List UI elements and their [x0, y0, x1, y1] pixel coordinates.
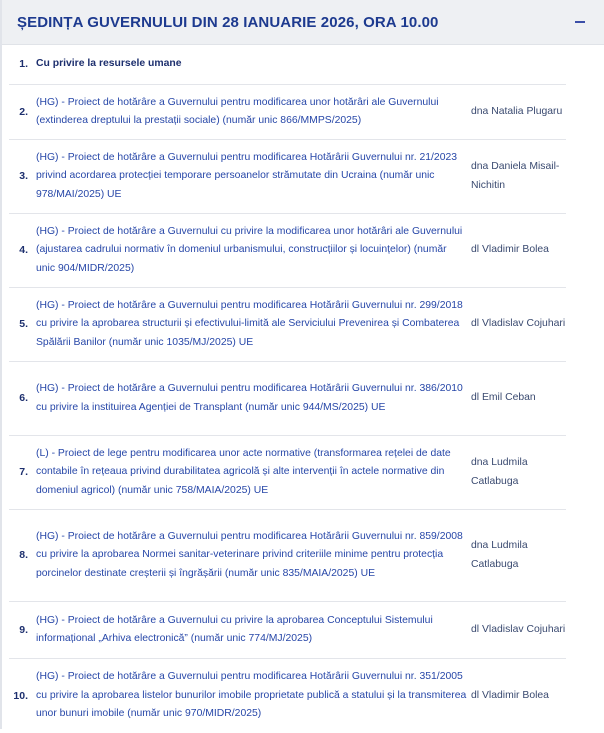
minus-icon[interactable]: [570, 12, 590, 32]
item-description: Cu privire la resursele umane: [36, 58, 182, 70]
item-number: 7.: [19, 466, 28, 479]
item-number: 6.: [19, 392, 28, 405]
item-responsible: dna Daniela Misail-Nichitin: [471, 161, 560, 191]
item-number: 10.: [13, 689, 28, 702]
item-description[interactable]: (HG) - Proiect de hotărâre a Guvernului pentru modificarea Hotărârii Guvernului nr. 859/2008 cu privire la aprobarea Normei sanitar-veterinare privind criteriile minime pentru protecția porcinelor destinate creșterii și îngrășării (număr unic 835/MAIA/2025) UE: [36, 530, 463, 579]
item-number: 2.: [19, 105, 28, 118]
item-responsible: dl Vladislav Cojuhari: [471, 623, 566, 635]
item-description[interactable]: (HG) - Proiect de hotărâre a Guvernului pentru modificarea Hotărârii Guvernului nr. 386/2010 cu privire la instituirea Agenției de Transplant (număr unic 944/MS/2025) UE: [36, 383, 463, 413]
agenda-item-3[interactable]: [9, 140, 566, 214]
item-number: 9.: [19, 623, 28, 636]
item-responsible: dl Vladimir Bolea: [471, 689, 549, 701]
session-title: ȘEDINȚA GUVERNULUI DIN 28 IANUARIE 2026, ORA 10.00: [17, 13, 439, 31]
agenda-item-6[interactable]: [9, 362, 566, 436]
item-responsible: dna Natalia Plugaru: [471, 105, 563, 117]
agenda-item-2[interactable]: [9, 85, 566, 140]
agenda-list: [0, 45, 604, 733]
item-description[interactable]: (HG) - Proiect de hotărâre a Guvernului pentru modificarea unor hotărâri ale Guvernului (extinderea dreptului la prestații sociale) (număr unic 866/MMPS/2025): [36, 96, 439, 126]
item-number: 1.: [19, 58, 28, 71]
item-responsible: dl Emil Ceban: [471, 392, 536, 404]
agenda-item-10[interactable]: [9, 659, 566, 733]
item-description[interactable]: (HG) - Proiect de hotărâre a Guvernului cu privire la modificarea unor hotărâri ale Guvernului (ajustarea cadrului normativ în domeniul urbanismului, construcțiilor și locuințelor) (număr unic 904/MIDR/2025): [36, 225, 463, 274]
item-description[interactable]: (HG) - Proiect de hotărâre a Guvernului pentru modificarea Hotărârii Guvernului nr. 299/2018 cu privire la aprobarea structurii și efectivului-limită ale Serviciului Prevenirea și Combaterea Spălării Banilor (număr unic 1035/MJ/2025) UE: [36, 299, 463, 348]
item-responsible: dl Vladimir Bolea: [471, 244, 549, 256]
agenda-item-7[interactable]: [9, 436, 566, 510]
item-description[interactable]: (HG) - Proiect de hotărâre a Guvernului pentru modificarea Hotărârii Guvernului nr. 351/2005 cu privire la aprobarea listelor bunurilor imobile proprietate publică a statului și la transmiterea unor bunuri imobile (număr unic 970/MIDR/2025): [36, 671, 467, 720]
item-responsible: dl Vladislav Cojuhari: [471, 318, 566, 330]
left-border: [0, 0, 2, 729]
item-responsible: dna Ludmila Catlabuga: [471, 540, 528, 570]
agenda-item-8[interactable]: [9, 510, 566, 602]
agenda-item-5[interactable]: [9, 288, 566, 362]
item-number: 8.: [19, 549, 28, 562]
item-description[interactable]: (L) - Proiect de lege pentru modificarea unor acte normative (transformarea rețelei de date contabile în rețeaua privind durabilitatea agricolă și alte intervenții în actele normative din domeniul agricol) (număr unic 758/MAIA/2025) UE: [36, 447, 451, 496]
item-number: 4.: [19, 244, 28, 257]
item-responsible: dna Ludmila Catlabuga: [471, 457, 528, 487]
item-description[interactable]: (HG) - Proiect de hotărâre a Guvernului pentru modificarea Hotărârii Guvernului nr. 21/2023 privind acordarea protecției temporare persoanelor strămutate din Ucraina (număr unic 978/MAI/2025) UE: [36, 151, 458, 200]
item-description[interactable]: (HG) - Proiect de hotărâre a Guvernului cu privire la aprobarea Conceptului Sistemului informațional „Arhiva electronică” (număr unic 774/MJ/2025): [36, 614, 433, 644]
item-number: 3.: [19, 170, 28, 183]
agenda-item-1: [9, 45, 566, 85]
agenda-item-9[interactable]: [9, 602, 566, 659]
item-number: 5.: [19, 318, 28, 331]
agenda-item-4[interactable]: [9, 214, 566, 288]
session-header[interactable]: [0, 0, 604, 45]
